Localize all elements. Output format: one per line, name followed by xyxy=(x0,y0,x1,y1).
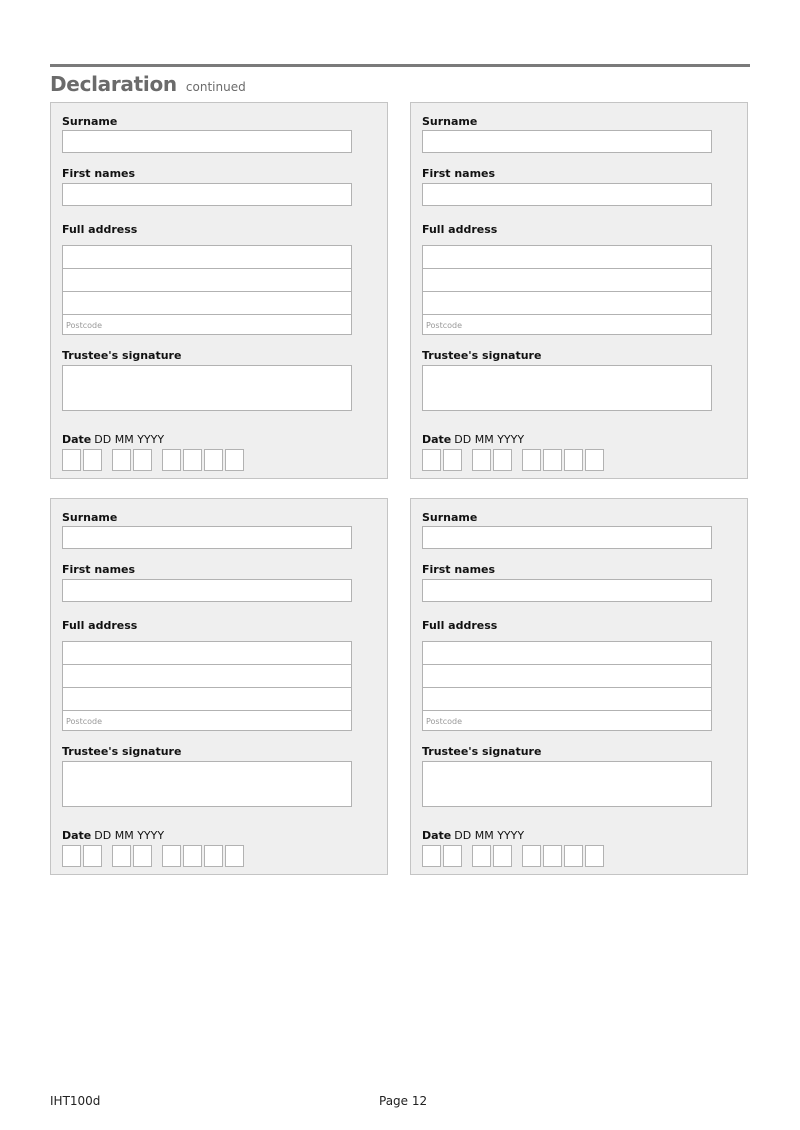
month-digit-input[interactable] xyxy=(133,449,152,471)
date-format-hint: DD MM YYYY xyxy=(94,433,165,446)
year-digit-input[interactable] xyxy=(543,449,562,471)
day-digit-input[interactable] xyxy=(83,845,102,867)
full-address-label: Full address xyxy=(62,619,138,632)
postcode-input[interactable] xyxy=(423,711,711,733)
date-format-hint: DD MM YYYY xyxy=(454,829,525,842)
address-line-2-input[interactable] xyxy=(63,269,351,292)
year-digit-input[interactable] xyxy=(162,449,181,471)
date-input xyxy=(422,449,606,471)
full-address-label: Full address xyxy=(62,223,138,236)
first-names-input[interactable] xyxy=(62,183,352,206)
year-digit-input[interactable] xyxy=(585,845,604,867)
trustee-panel-1 xyxy=(50,102,388,479)
signature-label: Trustee's signature xyxy=(62,349,182,362)
postcode-placeholder: Postcode xyxy=(426,717,463,726)
address-block xyxy=(422,245,712,335)
signature-input[interactable] xyxy=(62,761,352,807)
first-names-label: First names xyxy=(422,167,496,180)
address-line-3-input[interactable] xyxy=(63,292,351,315)
address-line-1-input[interactable] xyxy=(63,246,351,269)
year-digit-input[interactable] xyxy=(564,449,583,471)
date-input xyxy=(62,449,246,471)
month-digit-input[interactable] xyxy=(112,845,131,867)
year-digit-input[interactable] xyxy=(564,845,583,867)
month-digit-input[interactable] xyxy=(133,845,152,867)
date-label-text: Date xyxy=(422,433,452,446)
date-label xyxy=(422,433,524,446)
first-names-label: First names xyxy=(422,563,496,576)
date-label xyxy=(62,433,164,446)
month-digit-input[interactable] xyxy=(493,449,512,471)
address-line-2-input[interactable] xyxy=(63,665,351,688)
section-title: Declaration xyxy=(50,72,177,96)
address-line-1-input[interactable] xyxy=(63,642,351,665)
date-input xyxy=(62,845,246,867)
section-subtitle: continued xyxy=(185,80,246,94)
postcode-input[interactable] xyxy=(63,315,351,337)
first-names-label: First names xyxy=(62,167,136,180)
address-block xyxy=(422,641,712,731)
surname-input[interactable] xyxy=(422,130,712,153)
full-address-label: Full address xyxy=(422,223,498,236)
signature-input[interactable] xyxy=(422,761,712,807)
signature-label: Trustee's signature xyxy=(422,349,542,362)
year-digit-input[interactable] xyxy=(225,449,244,471)
month-digit-input[interactable] xyxy=(493,845,512,867)
section-heading xyxy=(50,72,246,96)
year-digit-input[interactable] xyxy=(183,845,202,867)
surname-label: Surname xyxy=(62,115,118,128)
year-digit-input[interactable] xyxy=(162,845,181,867)
surname-input[interactable] xyxy=(422,526,712,549)
year-digit-input[interactable] xyxy=(225,845,244,867)
first-names-input[interactable] xyxy=(422,183,712,206)
date-label xyxy=(62,829,164,842)
form-code: IHT100d xyxy=(50,1094,101,1108)
month-digit-input[interactable] xyxy=(472,449,491,471)
year-digit-input[interactable] xyxy=(585,449,604,471)
address-line-1-input[interactable] xyxy=(423,246,711,269)
signature-label: Trustee's signature xyxy=(62,745,182,758)
first-names-label: First names xyxy=(62,563,136,576)
address-line-3-input[interactable] xyxy=(423,688,711,711)
top-rule xyxy=(50,64,750,67)
address-line-1-input[interactable] xyxy=(423,642,711,665)
postcode-placeholder: Postcode xyxy=(66,321,103,330)
address-line-3-input[interactable] xyxy=(423,292,711,315)
year-digit-input[interactable] xyxy=(522,845,541,867)
address-block xyxy=(62,641,352,731)
date-label-text: Date xyxy=(62,433,92,446)
year-digit-input[interactable] xyxy=(522,449,541,471)
date-format-hint: DD MM YYYY xyxy=(454,433,525,446)
year-digit-input[interactable] xyxy=(204,845,223,867)
month-digit-input[interactable] xyxy=(472,845,491,867)
day-digit-input[interactable] xyxy=(443,845,462,867)
day-digit-input[interactable] xyxy=(443,449,462,471)
postcode-placeholder: Postcode xyxy=(426,321,463,330)
year-digit-input[interactable] xyxy=(183,449,202,471)
trustee-panel-4 xyxy=(410,498,748,875)
year-digit-input[interactable] xyxy=(543,845,562,867)
address-line-2-input[interactable] xyxy=(423,269,711,292)
year-digit-input[interactable] xyxy=(204,449,223,471)
date-label-text: Date xyxy=(62,829,92,842)
address-line-3-input[interactable] xyxy=(63,688,351,711)
day-digit-input[interactable] xyxy=(62,845,81,867)
date-format-hint: DD MM YYYY xyxy=(94,829,165,842)
day-digit-input[interactable] xyxy=(422,449,441,471)
surname-label: Surname xyxy=(422,115,478,128)
signature-label: Trustee's signature xyxy=(422,745,542,758)
surname-input[interactable] xyxy=(62,526,352,549)
trustee-panel-2 xyxy=(410,102,748,479)
surname-label: Surname xyxy=(422,511,478,524)
postcode-input[interactable] xyxy=(63,711,351,733)
day-digit-input[interactable] xyxy=(83,449,102,471)
date-label-text: Date xyxy=(422,829,452,842)
surname-input[interactable] xyxy=(62,130,352,153)
day-digit-input[interactable] xyxy=(62,449,81,471)
date-input xyxy=(422,845,606,867)
date-label xyxy=(422,829,524,842)
first-names-input[interactable] xyxy=(62,579,352,602)
day-digit-input[interactable] xyxy=(422,845,441,867)
surname-label: Surname xyxy=(62,511,118,524)
postcode-placeholder: Postcode xyxy=(66,717,103,726)
trustee-panel-3 xyxy=(50,498,388,875)
address-block xyxy=(62,245,352,335)
first-names-input[interactable] xyxy=(422,579,712,602)
postcode-input[interactable] xyxy=(423,315,711,337)
signature-input[interactable] xyxy=(62,365,352,411)
month-digit-input[interactable] xyxy=(112,449,131,471)
address-line-2-input[interactable] xyxy=(423,665,711,688)
signature-input[interactable] xyxy=(422,365,712,411)
page-number: Page 12 xyxy=(379,1094,428,1108)
full-address-label: Full address xyxy=(422,619,498,632)
